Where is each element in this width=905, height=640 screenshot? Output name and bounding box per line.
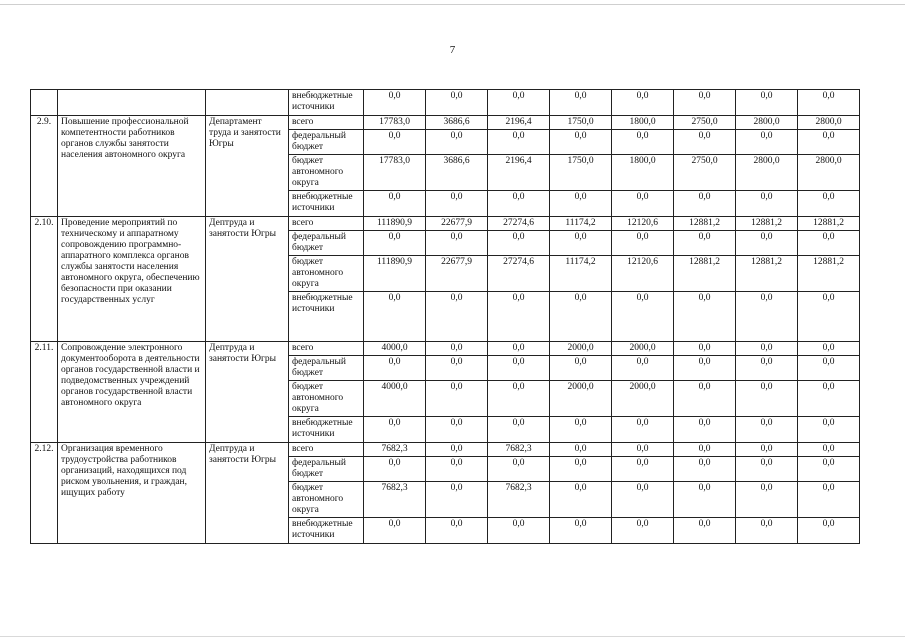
funding-value: 0,0 bbox=[550, 130, 612, 155]
funding-value: 0,0 bbox=[426, 457, 488, 482]
funding-value: 0,0 bbox=[736, 417, 798, 443]
funding-value: 0,0 bbox=[674, 231, 736, 256]
funding-value: 17783,0 bbox=[364, 155, 426, 191]
funding-value: 12881,2 bbox=[798, 217, 860, 231]
funding-source: всего bbox=[289, 217, 364, 231]
funding-value: 0,0 bbox=[426, 231, 488, 256]
item-number: 2.12. bbox=[31, 443, 58, 544]
funding-value: 0,0 bbox=[612, 191, 674, 217]
funding-value: 12881,2 bbox=[674, 217, 736, 231]
funding-value: 0,0 bbox=[736, 231, 798, 256]
funding-value: 0,0 bbox=[674, 417, 736, 443]
funding-value: 0,0 bbox=[736, 342, 798, 356]
funding-value: 0,0 bbox=[798, 518, 860, 544]
funding-value: 0,0 bbox=[426, 292, 488, 342]
item-executor: Дептруда и занятости Югры bbox=[206, 342, 289, 443]
num-cell bbox=[31, 90, 58, 116]
funding-value: 0,0 bbox=[364, 292, 426, 342]
funding-value: 4000,0 bbox=[364, 342, 426, 356]
funding-value: 0,0 bbox=[426, 130, 488, 155]
funding-value: 0,0 bbox=[674, 457, 736, 482]
funding-source: федеральный бюджет bbox=[289, 457, 364, 482]
funding-value: 0,0 bbox=[798, 381, 860, 417]
funding-value: 7682,3 bbox=[364, 443, 426, 457]
funding-value: 0,0 bbox=[736, 443, 798, 457]
item-title: Организация временного трудоустройства работников организаций, находящихся под риском увольнения, и граждан, ищущих работу bbox=[58, 443, 206, 544]
funding-value: 12881,2 bbox=[736, 256, 798, 292]
funding-value: 0,0 bbox=[550, 417, 612, 443]
funding-value: 0,0 bbox=[798, 443, 860, 457]
funding-value: 0,0 bbox=[426, 518, 488, 544]
item-executor: Дептруда и занятости Югры bbox=[206, 443, 289, 544]
funding-value: 0,0 bbox=[612, 356, 674, 381]
funding-value: 3686,6 bbox=[426, 116, 488, 130]
funding-value: 0,0 bbox=[488, 417, 550, 443]
funding-value: 0,0 bbox=[426, 482, 488, 518]
funding-value: 0,0 bbox=[426, 417, 488, 443]
funding-value: 0,0 bbox=[798, 231, 860, 256]
funding-value: 27274,6 bbox=[488, 217, 550, 231]
funding-value: 0,0 bbox=[674, 443, 736, 457]
funding-source: бюджет автономного округа bbox=[289, 482, 364, 518]
funding-value: 0,0 bbox=[488, 457, 550, 482]
funding-value: 0,0 bbox=[550, 191, 612, 217]
funding-value: 0,0 bbox=[612, 417, 674, 443]
item-number: 2.11. bbox=[31, 342, 58, 443]
funding-value: 0,0 bbox=[612, 518, 674, 544]
value-cell: 0,0 bbox=[550, 90, 612, 116]
funding-value: 0,0 bbox=[736, 518, 798, 544]
funding-value: 0,0 bbox=[736, 130, 798, 155]
funding-value: 0,0 bbox=[426, 381, 488, 417]
value-cell: 0,0 bbox=[364, 90, 426, 116]
funding-value: 0,0 bbox=[674, 356, 736, 381]
funding-value: 2000,0 bbox=[612, 381, 674, 417]
funding-source: бюджет автономного округа bbox=[289, 155, 364, 191]
funding-value: 0,0 bbox=[736, 292, 798, 342]
funding-value: 0,0 bbox=[736, 482, 798, 518]
source-cell: внебюджетные источники bbox=[289, 90, 364, 116]
funding-value: 0,0 bbox=[426, 356, 488, 381]
funding-value: 0,0 bbox=[488, 130, 550, 155]
value-cell: 0,0 bbox=[674, 90, 736, 116]
funding-value: 0,0 bbox=[550, 457, 612, 482]
funding-value: 0,0 bbox=[674, 130, 736, 155]
funding-value: 0,0 bbox=[488, 231, 550, 256]
funding-value: 11174,2 bbox=[550, 256, 612, 292]
funding-value: 2000,0 bbox=[612, 342, 674, 356]
funding-source: федеральный бюджет bbox=[289, 130, 364, 155]
funding-value: 0,0 bbox=[612, 482, 674, 518]
funding-value: 0,0 bbox=[364, 191, 426, 217]
funding-value: 0,0 bbox=[674, 518, 736, 544]
executor-cell bbox=[206, 90, 289, 116]
funding-value: 0,0 bbox=[488, 356, 550, 381]
funding-value: 2750,0 bbox=[674, 116, 736, 130]
section-row bbox=[31, 443, 860, 457]
funding-value: 0,0 bbox=[798, 130, 860, 155]
funding-value: 0,0 bbox=[736, 356, 798, 381]
funding-table-body bbox=[31, 90, 860, 544]
item-title: Повышение профессиональной компетентности работников органов службы занятости населения автономного округа bbox=[58, 116, 206, 217]
section-row bbox=[31, 116, 860, 130]
funding-value: 27274,6 bbox=[488, 256, 550, 292]
scan-top-edge bbox=[0, 4, 905, 5]
funding-value: 2800,0 bbox=[798, 155, 860, 191]
title-cell bbox=[58, 90, 206, 116]
funding-value: 0,0 bbox=[674, 191, 736, 217]
funding-value: 0,0 bbox=[488, 381, 550, 417]
funding-value: 1800,0 bbox=[612, 116, 674, 130]
funding-value: 0,0 bbox=[612, 457, 674, 482]
funding-value: 0,0 bbox=[488, 292, 550, 342]
funding-value: 0,0 bbox=[426, 191, 488, 217]
funding-value: 0,0 bbox=[736, 457, 798, 482]
item-title: Проведение мероприятий по техническому и аппаратному сопровождению программно-аппаратного комплекса органов службы занятости населения автономного округа, обеспечению безопасности при оказании государственных услуг bbox=[58, 217, 206, 342]
funding-value: 12881,2 bbox=[798, 256, 860, 292]
item-number: 2.10. bbox=[31, 217, 58, 342]
funding-value: 0,0 bbox=[674, 292, 736, 342]
funding-value: 0,0 bbox=[364, 417, 426, 443]
funding-value: 1750,0 bbox=[550, 116, 612, 130]
funding-source: внебюджетные источники bbox=[289, 191, 364, 217]
scan-bottom-edge bbox=[0, 636, 905, 637]
section-row bbox=[31, 342, 860, 356]
funding-value: 7682,3 bbox=[488, 443, 550, 457]
funding-value: 0,0 bbox=[426, 443, 488, 457]
funding-value: 2000,0 bbox=[550, 342, 612, 356]
funding-source: всего bbox=[289, 116, 364, 130]
funding-value: 0,0 bbox=[612, 231, 674, 256]
funding-value: 3686,6 bbox=[426, 155, 488, 191]
funding-source: федеральный бюджет bbox=[289, 231, 364, 256]
funding-value: 0,0 bbox=[550, 482, 612, 518]
funding-value: 2000,0 bbox=[550, 381, 612, 417]
item-executor: Дептруда и занятости Югры bbox=[206, 217, 289, 342]
funding-value: 0,0 bbox=[736, 191, 798, 217]
funding-value: 2800,0 bbox=[736, 116, 798, 130]
funding-value: 0,0 bbox=[550, 292, 612, 342]
funding-value: 1750,0 bbox=[550, 155, 612, 191]
funding-value: 0,0 bbox=[488, 191, 550, 217]
funding-value: 0,0 bbox=[550, 356, 612, 381]
funding-value: 0,0 bbox=[488, 518, 550, 544]
funding-value: 17783,0 bbox=[364, 116, 426, 130]
funding-value: 0,0 bbox=[364, 130, 426, 155]
funding-source: бюджет автономного округа bbox=[289, 256, 364, 292]
funding-source: бюджет автономного округа bbox=[289, 381, 364, 417]
funding-value: 2800,0 bbox=[798, 116, 860, 130]
funding-value: 22677,9 bbox=[426, 217, 488, 231]
funding-value: 0,0 bbox=[612, 443, 674, 457]
funding-source: внебюджетные источники bbox=[289, 292, 364, 342]
value-cell: 0,0 bbox=[488, 90, 550, 116]
funding-source: внебюджетные источники bbox=[289, 518, 364, 544]
funding-value: 0,0 bbox=[674, 381, 736, 417]
funding-value: 0,0 bbox=[364, 231, 426, 256]
funding-value: 0,0 bbox=[674, 482, 736, 518]
funding-value: 0,0 bbox=[798, 482, 860, 518]
funding-value: 0,0 bbox=[364, 457, 426, 482]
funding-value: 0,0 bbox=[798, 356, 860, 381]
funding-source: всего bbox=[289, 342, 364, 356]
funding-value: 0,0 bbox=[736, 381, 798, 417]
funding-value: 0,0 bbox=[488, 342, 550, 356]
funding-value: 22677,9 bbox=[426, 256, 488, 292]
funding-value: 4000,0 bbox=[364, 381, 426, 417]
funding-value: 0,0 bbox=[798, 342, 860, 356]
funding-source: федеральный бюджет bbox=[289, 356, 364, 381]
funding-value: 12120,6 bbox=[612, 217, 674, 231]
funding-value: 0,0 bbox=[798, 292, 860, 342]
funding-value: 0,0 bbox=[364, 356, 426, 381]
funding-value: 2196,4 bbox=[488, 155, 550, 191]
funding-value: 12120,6 bbox=[612, 256, 674, 292]
funding-value: 2196,4 bbox=[488, 116, 550, 130]
funding-value: 12881,2 bbox=[736, 217, 798, 231]
funding-value: 7682,3 bbox=[364, 482, 426, 518]
funding-value: 0,0 bbox=[798, 191, 860, 217]
funding-value: 0,0 bbox=[364, 518, 426, 544]
funding-value: 0,0 bbox=[550, 518, 612, 544]
value-cell: 0,0 bbox=[612, 90, 674, 116]
funding-value: 0,0 bbox=[798, 457, 860, 482]
funding-value: 0,0 bbox=[798, 417, 860, 443]
funding-value: 0,0 bbox=[550, 231, 612, 256]
funding-source: внебюджетные источники bbox=[289, 417, 364, 443]
funding-value: 111890,9 bbox=[364, 256, 426, 292]
funding-value: 0,0 bbox=[674, 342, 736, 356]
funding-value: 0,0 bbox=[612, 130, 674, 155]
funding-value: 2750,0 bbox=[674, 155, 736, 191]
funding-value: 12881,2 bbox=[674, 256, 736, 292]
value-cell: 0,0 bbox=[736, 90, 798, 116]
funding-value: 111890,9 bbox=[364, 217, 426, 231]
funding-value: 0,0 bbox=[426, 342, 488, 356]
funding-value: 2800,0 bbox=[736, 155, 798, 191]
funding-value: 0,0 bbox=[550, 443, 612, 457]
section-row bbox=[31, 217, 860, 231]
funding-table bbox=[30, 89, 860, 544]
funding-value: 7682,3 bbox=[488, 482, 550, 518]
page-number: 7 bbox=[449, 44, 456, 56]
funding-value: 11174,2 bbox=[550, 217, 612, 231]
funding-source: всего bbox=[289, 443, 364, 457]
item-title: Сопровождение электронного документооборота в деятельности органов государственной власти и подведомственных учреждений органов государственной власти автономного округа bbox=[58, 342, 206, 443]
funding-value: 1800,0 bbox=[612, 155, 674, 191]
item-number: 2.9. bbox=[31, 116, 58, 217]
item-executor: Департамент труда и занятости Югры bbox=[206, 116, 289, 217]
value-cell: 0,0 bbox=[798, 90, 860, 116]
value-cell: 0,0 bbox=[426, 90, 488, 116]
continuation-row bbox=[31, 90, 860, 116]
funding-value: 0,0 bbox=[612, 292, 674, 342]
